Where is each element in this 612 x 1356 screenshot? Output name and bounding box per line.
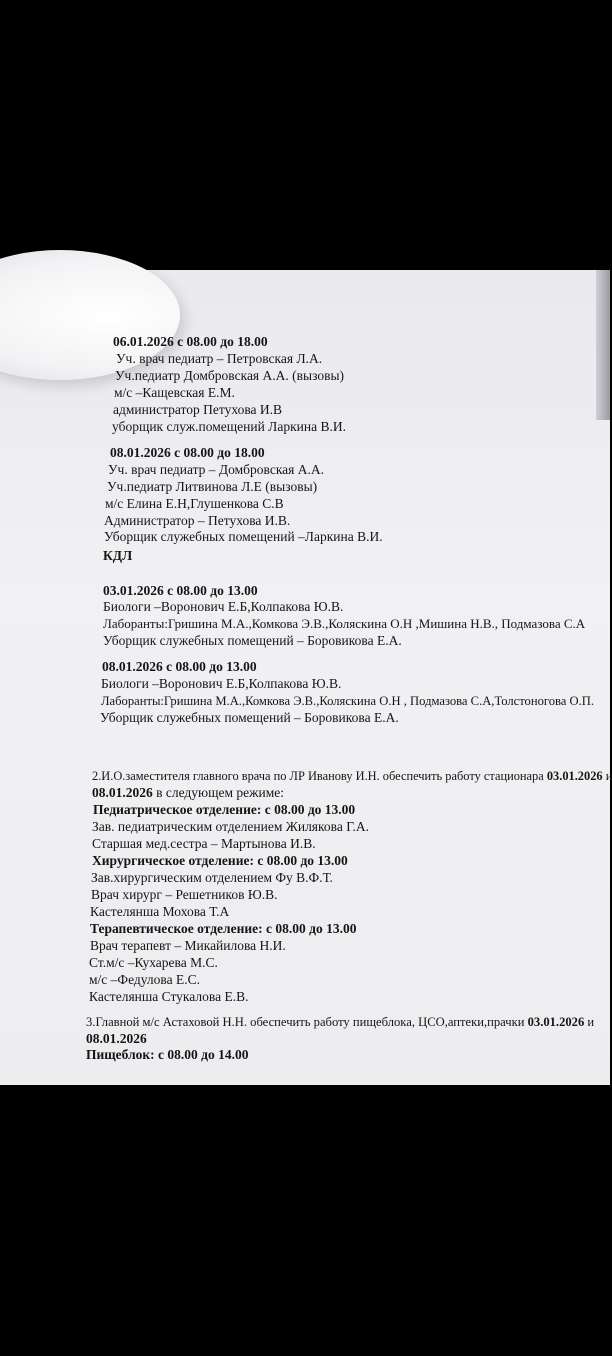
block3-line-2: Уборщик служебных помещений – Боровикова Е.А.: [103, 633, 402, 648]
kdl-heading: КДЛ: [103, 548, 133, 563]
block3-line-1: Лаборанты:Гришина М.А.,Комкова Э.В.,Коляскина О.Н ,Мишина Н.В., Подмазова С.А: [103, 616, 586, 631]
block3-heading: 03.01.2026 с 08.00 до 13.00: [103, 583, 258, 598]
block4-heading: 08.01.2026 с 08.00 до 13.00: [102, 659, 257, 674]
therapy-line-3: Кастелянша Стукалова Е.В.: [89, 989, 249, 1004]
block2-line-4: Уборщик служебных помещений –Ларкина В.И.: [104, 529, 383, 544]
section3-date2: 08.01.2026: [86, 1031, 147, 1046]
block4-line-2: Уборщик служебных помещений – Боровикова Е.А.: [100, 710, 399, 725]
section3-intro: [86, 1014, 594, 1030]
section2-intro-line2: [92, 785, 284, 801]
surgical-heading: Хирургическое отделение: с 08.00 до 13.00: [92, 853, 348, 868]
section2-intro-b: в следующем режиме:: [152, 785, 285, 800]
therapy-line-2: м/с –Федулова Е.С.: [89, 972, 200, 987]
block2-line-2: м/с Елина Е.Н,Глушенкова С.В: [105, 496, 284, 511]
therapy-line-0: Врач терапевт – Микайилова Н.И.: [90, 938, 286, 953]
section3-intro-a: 3.Главной м/с Астаховой Н.Н. обеспечить работу пищеблока, ЦСО,аптеки,прачки: [86, 1015, 528, 1029]
block2-line-0: Уч. врач педиатр – Домбровская А.А.: [108, 462, 325, 477]
pediatric-heading: Педиатрическое отделение: с 08.00 до 13.00: [93, 802, 356, 817]
therapy-line-1: Ст.м/с –Кухарева М.С.: [89, 955, 218, 970]
pishcheblok-heading: Пищеблок: с 08.00 до 14.00: [86, 1047, 249, 1062]
block1-line-4: уборщик служ.помещений Ларкина В.И.: [112, 419, 346, 434]
surgical-line-2: Кастелянша Мохова Т.А: [90, 904, 230, 919]
block1-heading: 06.01.2026 с 08.00 до 18.00: [113, 334, 268, 349]
block1-line-1: Уч.педиатр Домбровская А.А. (вызовы): [115, 368, 345, 383]
pediatric-line-0: Зав. педиатрическим отделением Жилякова Г.А.: [92, 819, 369, 834]
section2-intro-a: 2.И.О.заместителя главного врача по ЛР Иванову И.Н. обеспечить работу стационара: [92, 769, 547, 783]
block4-line-1: Лаборанты:Гришина М.А.,Комкова Э.В.,Коляскина О.Н , Подмазова С.А,Толстоногова О.П.: [101, 694, 595, 708]
section2-date2: 08.01.2026: [92, 785, 153, 800]
document-page: [0, 270, 610, 1085]
section2-intro: [92, 768, 612, 784]
section2-date1: 03.01.2026: [546, 769, 603, 783]
block2-heading: 08.01.2026 с 08.00 до 18.00: [110, 445, 265, 460]
section3-date1: 03.01.2026: [527, 1015, 585, 1029]
document-content: [0, 270, 610, 1085]
surgical-line-0: Зав.хирургическим отделением Фу В.Ф.Т.: [91, 870, 333, 885]
block4-line-0: Биологи –Воронович Е.Б,Колпакова Ю.В.: [101, 676, 342, 691]
block3-line-0: Биологи –Воронович Е.Б,Колпакова Ю.В.: [103, 599, 344, 614]
block1-line-0: Уч. врач педиатр – Петровская Л.А.: [116, 351, 323, 366]
pediatric-line-1: Старшая мед.сестра – Мартынова И.В.: [92, 836, 316, 851]
block1-line-3: администратор Петухова И.В: [113, 402, 283, 417]
surgical-line-1: Врач хирург – Решетников Ю.В.: [91, 887, 278, 902]
section3-and: и: [584, 1015, 595, 1029]
section2-and: и: [602, 769, 612, 783]
block2-line-1: Уч.педиатр Литвинова Л.Е (вызовы): [107, 479, 318, 494]
block2-line-3: Администратор – Петухова И.В.: [104, 513, 291, 528]
therapy-heading: Терапевтическое отделение: с 08.00 до 13.00: [90, 921, 357, 936]
block1-line-2: м/с –Кащевская Е.М.: [114, 385, 235, 400]
